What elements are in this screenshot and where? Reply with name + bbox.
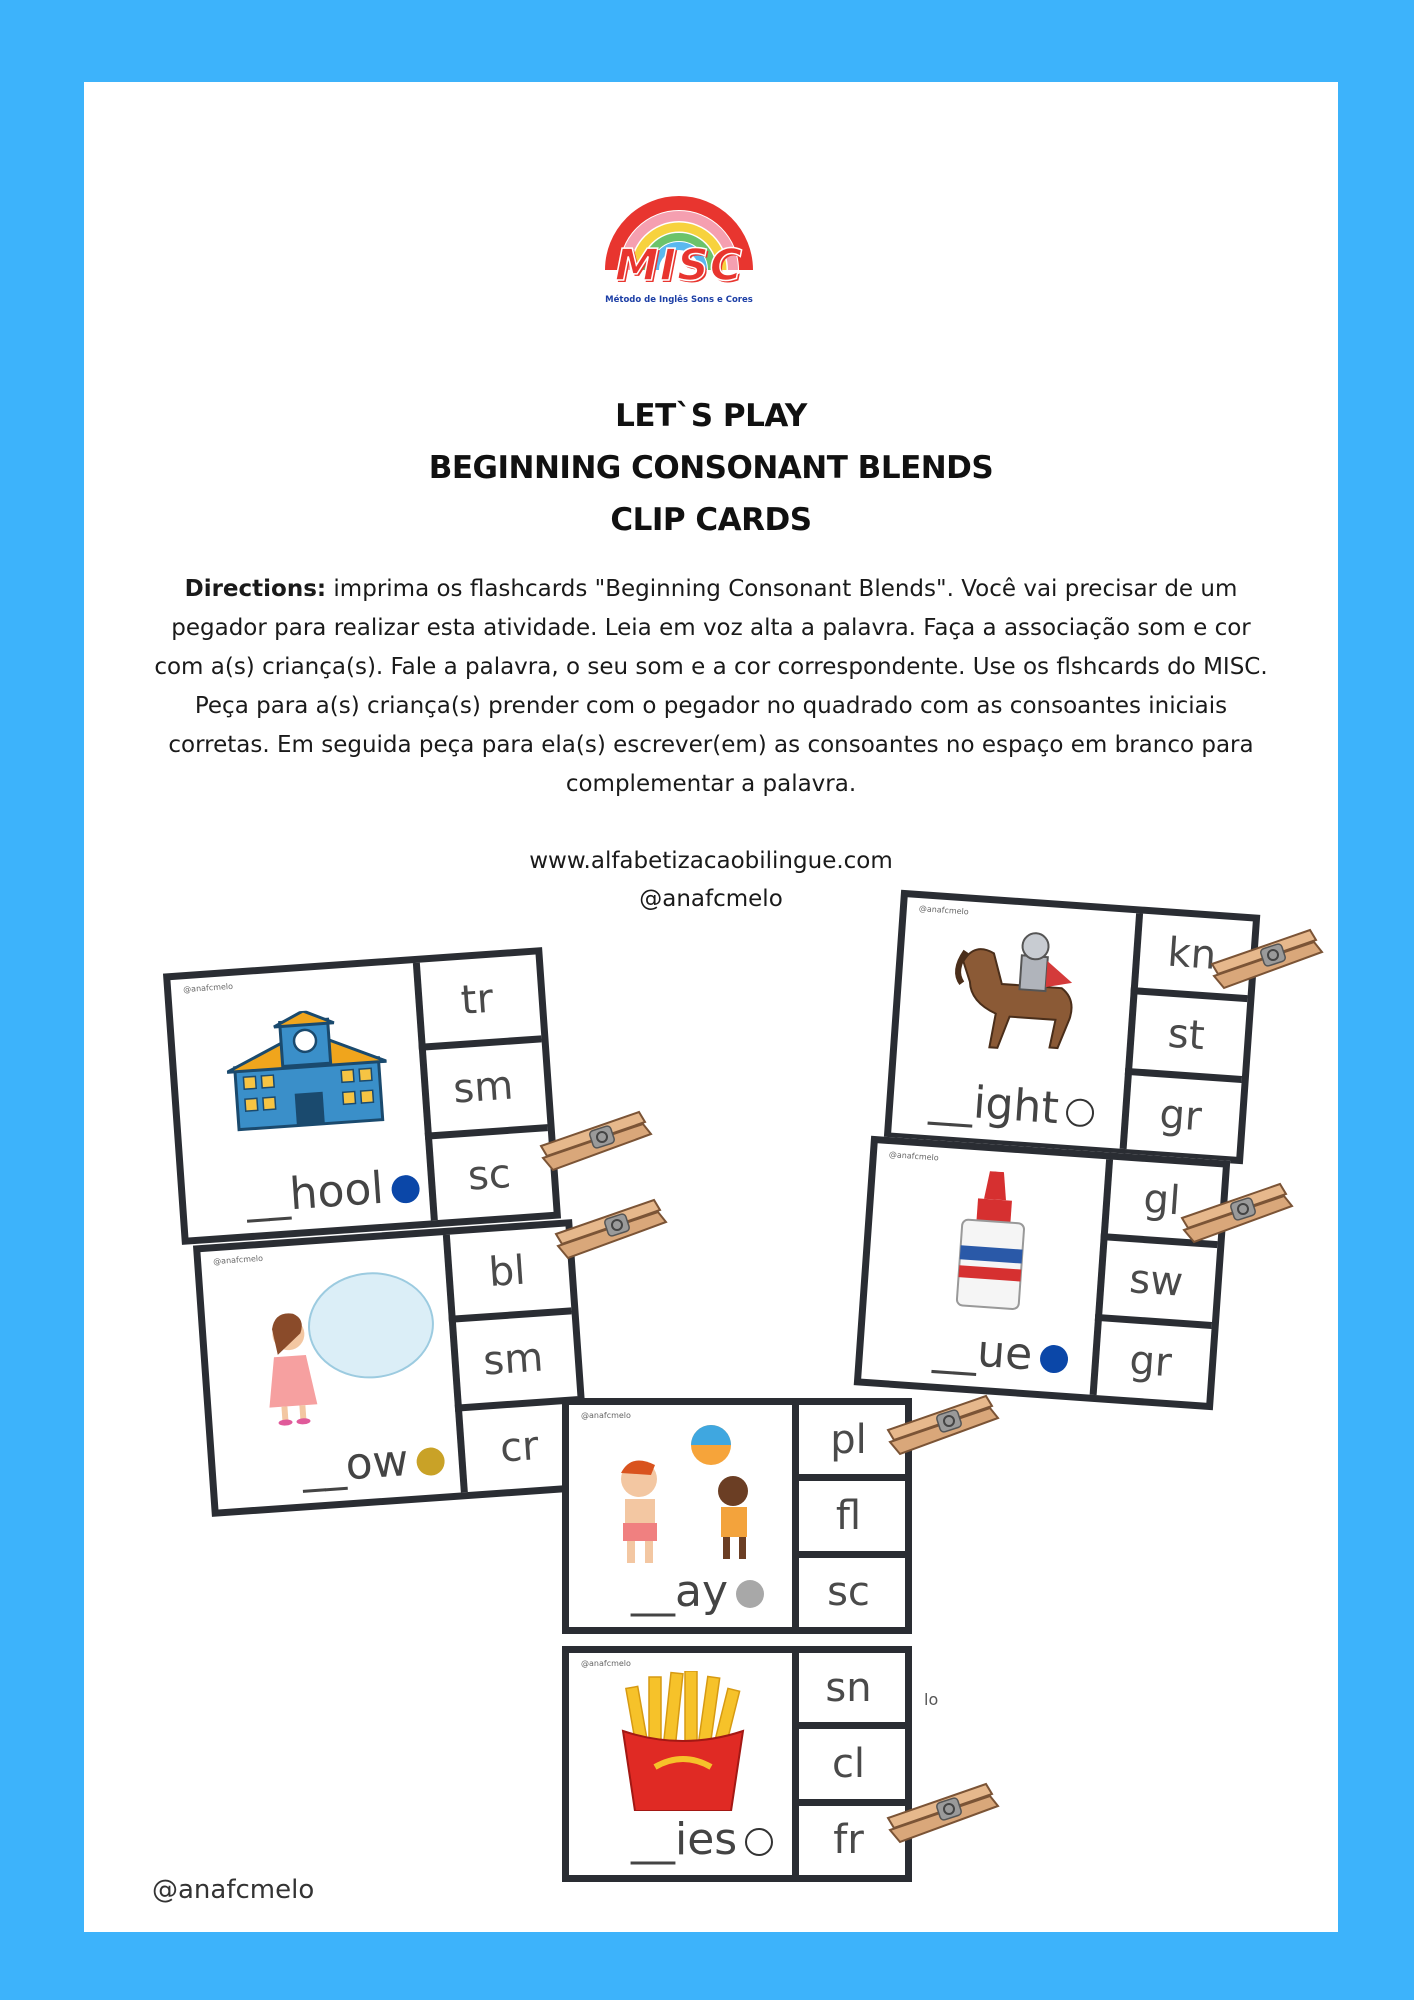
card-word — [631, 1814, 773, 1865]
option-bl[interactable]: bl — [443, 1227, 572, 1324]
option-sc[interactable]: sc — [466, 1151, 513, 1201]
card-picture-area — [569, 1405, 799, 1627]
card-handle: @anafcmelo — [888, 1150, 940, 1163]
option-pl[interactable]: pl — [792, 1405, 905, 1481]
option-fl[interactable]: fl — [792, 1481, 905, 1557]
girl-blowing-bubble-icon — [242, 1266, 442, 1429]
color-dot — [1065, 1098, 1095, 1128]
logo-subtitle: Método de Inglês Sons e Cores — [605, 295, 753, 305]
option-kn[interactable]: kn — [1130, 913, 1252, 1002]
card-picture-area — [170, 963, 437, 1238]
clip-card-knight — [884, 890, 1261, 1165]
card-picture-area — [569, 1653, 799, 1875]
card-picture-area — [891, 897, 1143, 1149]
stray-text: lo — [924, 1690, 939, 1709]
card-handle: @anafcmelo — [212, 1253, 264, 1267]
clip-card-blow — [193, 1219, 591, 1517]
option-sm[interactable]: sm — [449, 1315, 578, 1412]
color-dot — [391, 1174, 421, 1204]
glue-bottle-icon — [952, 1169, 1032, 1314]
knight-on-horse-icon — [936, 920, 1095, 1070]
kids-playing-ball-icon — [599, 1419, 779, 1569]
option-sc[interactable]: sc — [827, 1569, 870, 1616]
title-line-3: CLIP CARDS — [610, 502, 812, 538]
clip-card-school — [163, 947, 561, 1245]
clip-card-fries — [562, 1646, 912, 1882]
title-line-1: LET`S PLAY — [615, 398, 807, 434]
card-word — [928, 1074, 1096, 1136]
card-handle: @anafcmelo — [581, 1411, 631, 1420]
clothespin-icon[interactable] — [886, 1390, 1006, 1460]
directions-label: Directions: — [184, 576, 327, 602]
option-st[interactable]: st — [1125, 994, 1247, 1083]
card-word — [300, 1433, 446, 1494]
title-line-2: BEGINNING CONSONANT BLENDS — [428, 450, 994, 486]
color-dot — [416, 1447, 446, 1477]
card-word — [932, 1323, 1070, 1383]
worksheet-page — [84, 82, 1338, 1932]
option-cl[interactable]: cl — [792, 1729, 905, 1805]
clothespin-icon[interactable] — [886, 1778, 1006, 1848]
option-tr[interactable]: tr — [413, 955, 542, 1052]
misc-logo — [604, 182, 754, 310]
option-gr[interactable]: gr — [1128, 1337, 1174, 1387]
word-text: __ies — [631, 1814, 738, 1865]
color-dot — [736, 1580, 764, 1608]
clothespin-icon[interactable] — [1210, 924, 1330, 994]
word-text: __hool — [244, 1162, 386, 1224]
option-sw[interactable]: sw — [1095, 1240, 1217, 1329]
card-handle: @anafcmelo — [581, 1659, 631, 1668]
clothespin-icon[interactable] — [1180, 1178, 1300, 1248]
option-sm[interactable]: sm — [419, 1043, 548, 1140]
word-text: __ay — [631, 1566, 729, 1617]
website-link[interactable]: www.alfabetizacaobilingue.com — [529, 848, 893, 874]
word-text: __ue — [931, 1322, 1035, 1381]
clothespin-icon[interactable] — [554, 1194, 674, 1264]
card-word — [244, 1160, 421, 1223]
option-sn[interactable]: sn — [792, 1653, 905, 1729]
color-dot — [1039, 1344, 1069, 1374]
clothespin-icon[interactable] — [539, 1106, 659, 1176]
word-text: __ow — [299, 1435, 411, 1494]
options-column — [413, 955, 554, 1221]
option-gl[interactable]: gl — [1100, 1159, 1222, 1248]
card-word — [631, 1566, 764, 1617]
option-cr[interactable]: cr — [498, 1423, 541, 1472]
clip-card-glue — [854, 1136, 1231, 1411]
option-gr[interactable]: gr — [1158, 1091, 1204, 1141]
card-picture-area — [861, 1143, 1113, 1395]
directions-text: imprima os flashcards "Beginning Consonant Blends". Você vai precisar de um pegador para realizar esta atividade. Leia em voz alta a palavra. Faça a associação som e cor com a(s) criança(s). Fale a palavra, o seu som e a cor correspondente. Use os flshcards do MISC. Peça para a(s) criança(s) prender com o pegador no quadrado com as consoantes iniciais corretas. Em seguida peça para ela(s) escrever(em) as consoantes no espaço em branco para complementar a palavra. — [154, 576, 1268, 797]
french-fries-icon — [615, 1671, 751, 1811]
directions-paragraph — [144, 570, 1278, 804]
school-building-icon — [223, 1005, 391, 1136]
card-picture-area — [200, 1235, 467, 1510]
option-fr[interactable]: fr — [833, 1817, 864, 1864]
color-dot — [745, 1828, 773, 1856]
card-handle: @anafcmelo — [182, 981, 234, 995]
footer-handle: @anafcmelo — [152, 1875, 315, 1905]
clip-card-play — [562, 1398, 912, 1634]
logo-word: MISC — [614, 240, 744, 291]
word-text: __ight — [927, 1074, 1061, 1135]
author-handle: @anafcmelo — [639, 886, 783, 912]
card-handle: @anafcmelo — [918, 904, 970, 917]
